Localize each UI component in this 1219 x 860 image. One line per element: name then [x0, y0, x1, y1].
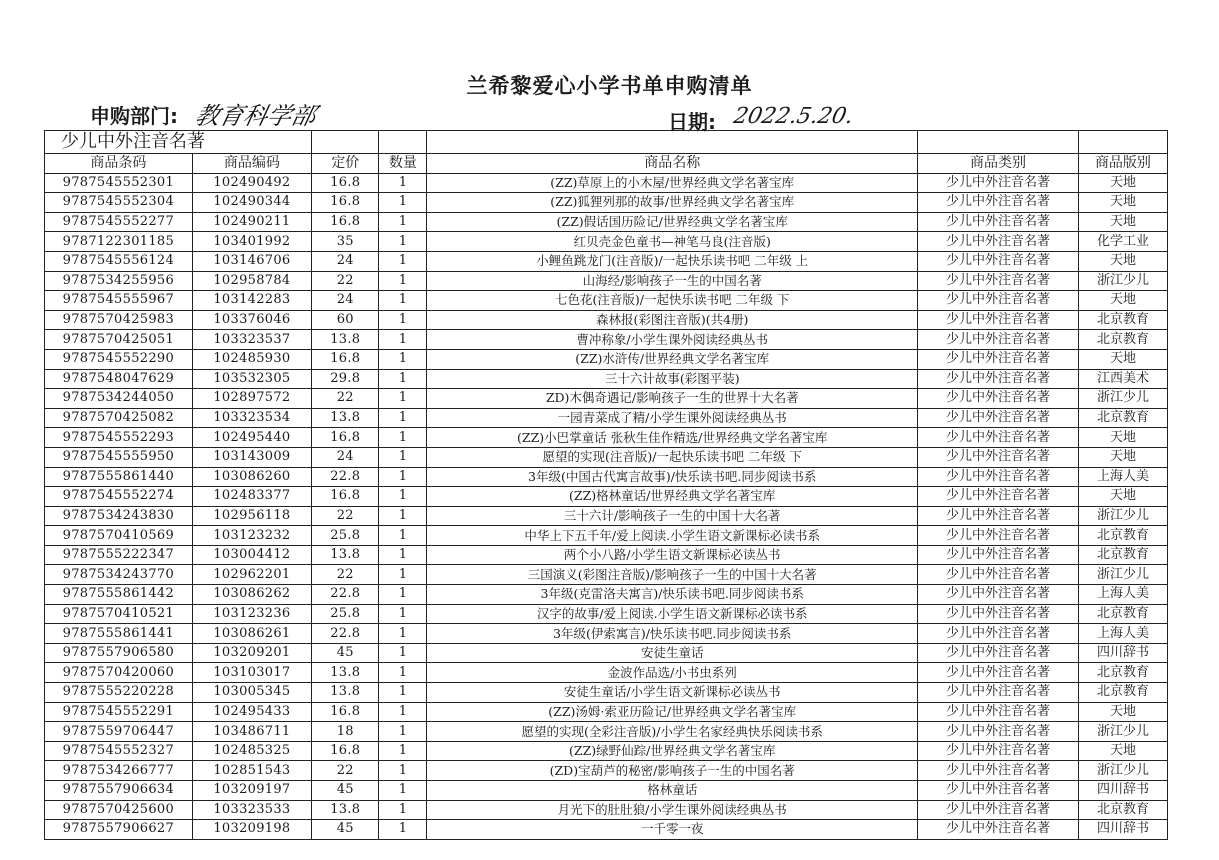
empty-cell — [918, 131, 1079, 154]
cell-barcode: 9787555861442 — [45, 585, 193, 605]
column-header-price: 定价 — [312, 154, 379, 174]
cell-title: 三国演义(彩图注音版)/影响孩子一生的中国十大名著 — [427, 565, 918, 585]
cell-barcode: 9787570410569 — [45, 526, 193, 546]
cell-title: 汉字的故事/爱上阅读.小学生语文新课标必读书系 — [427, 604, 918, 624]
cell-quantity: 1 — [379, 251, 427, 271]
cell-barcode: 9787545552274 — [45, 487, 193, 507]
cell-barcode: 9787534255956 — [45, 271, 193, 291]
cell-quantity: 1 — [379, 545, 427, 565]
cell-category: 少儿中外注音名著 — [918, 193, 1079, 213]
cell-category: 少儿中外注音名著 — [918, 212, 1079, 232]
cell-barcode: 9787570420060 — [45, 663, 193, 683]
cell-item-code: 103086261 — [192, 624, 311, 644]
cell-publisher: 北京教育 — [1078, 545, 1167, 565]
cell-item-code: 102485930 — [192, 349, 311, 369]
cell-item-code: 102851543 — [192, 761, 311, 781]
cell-item-code: 102490344 — [192, 193, 311, 213]
cell-publisher: 天地 — [1078, 702, 1167, 722]
cell-title: 3年级(中国古代寓言故事)/快乐读书吧.同步阅读书系 — [427, 467, 918, 487]
cell-category: 少儿中外注音名著 — [918, 702, 1079, 722]
cell-price: 22 — [312, 389, 379, 409]
cell-quantity: 1 — [379, 349, 427, 369]
cell-quantity: 1 — [379, 800, 427, 820]
date-label: 日期: — [668, 110, 716, 134]
cell-item-code: 103209197 — [192, 781, 311, 801]
cell-barcode: 9787555220228 — [45, 683, 193, 703]
cell-title: (ZZ)狐狸列那的故事/世界经典文学名著宝库 — [427, 193, 918, 213]
cell-quantity: 1 — [379, 447, 427, 467]
cell-category: 少儿中外注音名著 — [918, 781, 1079, 801]
cell-barcode: 9787122301185 — [45, 232, 193, 252]
cell-category: 少儿中外注音名著 — [918, 663, 1079, 683]
cell-category: 少儿中外注音名著 — [918, 624, 1079, 644]
cell-barcode: 9787534243830 — [45, 506, 193, 526]
page-edge — [0, 856, 1219, 860]
table-row — [45, 212, 1168, 232]
cell-price: 16.8 — [312, 349, 379, 369]
cell-title: 3年级(克雷洛夫寓言)/快乐读书吧.同步阅读书系 — [427, 585, 918, 605]
cell-item-code: 102495440 — [192, 428, 311, 448]
cell-item-code: 102490211 — [192, 212, 311, 232]
cell-quantity: 1 — [379, 212, 427, 232]
cell-publisher: 天地 — [1078, 193, 1167, 213]
cell-price: 13.8 — [312, 408, 379, 428]
cell-publisher: 北京教育 — [1078, 330, 1167, 350]
book-list-body — [45, 131, 1168, 840]
table-row — [45, 447, 1168, 467]
cell-category: 少儿中外注音名著 — [918, 741, 1079, 761]
cell-item-code: 103323533 — [192, 800, 311, 820]
cell-barcode: 9787545552277 — [45, 212, 193, 232]
cell-barcode: 9787555861440 — [45, 467, 193, 487]
table-row — [45, 565, 1168, 585]
cell-title: (ZD)宝葫芦的秘密/影响孩子一生的中国名著 — [427, 761, 918, 781]
cell-title: 小鲤鱼跳龙门(注音版)/一起快乐读书吧 二年级 上 — [427, 251, 918, 271]
cell-price: 22.8 — [312, 467, 379, 487]
table-row — [45, 389, 1168, 409]
cell-item-code: 103005345 — [192, 683, 311, 703]
cell-price: 13.8 — [312, 800, 379, 820]
table-row — [45, 741, 1168, 761]
cell-price: 29.8 — [312, 369, 379, 389]
cell-barcode: 9787548047629 — [45, 369, 193, 389]
cell-price: 25.8 — [312, 526, 379, 546]
table-row — [45, 545, 1168, 565]
cell-category: 少儿中外注音名著 — [918, 349, 1079, 369]
cell-price: 13.8 — [312, 683, 379, 703]
cell-barcode: 9787557906580 — [45, 643, 193, 663]
table-row — [45, 820, 1168, 840]
cell-title: (ZZ)草原上的小木屋/世界经典文学名著宝库 — [427, 173, 918, 193]
cell-publisher: 浙江少儿 — [1078, 506, 1167, 526]
cell-publisher: 天地 — [1078, 291, 1167, 311]
cell-category: 少儿中外注音名著 — [918, 761, 1079, 781]
cell-publisher: 天地 — [1078, 251, 1167, 271]
table-row — [45, 624, 1168, 644]
cell-quantity: 1 — [379, 741, 427, 761]
cell-price: 22 — [312, 565, 379, 585]
cell-item-code: 102897572 — [192, 389, 311, 409]
table-row — [45, 310, 1168, 330]
cell-quantity: 1 — [379, 330, 427, 350]
document-title: 兰希黎爱心小学书单申购清单 — [466, 74, 753, 98]
cell-publisher: 天地 — [1078, 173, 1167, 193]
cell-publisher: 浙江少儿 — [1078, 389, 1167, 409]
cell-publisher: 天地 — [1078, 447, 1167, 467]
cell-category: 少儿中外注音名著 — [918, 565, 1079, 585]
cell-title: 3年级(伊索寓言)/快乐读书吧.同步阅读书系 — [427, 624, 918, 644]
table-row — [45, 722, 1168, 742]
book-list-table — [44, 130, 1168, 840]
cell-item-code: 103532305 — [192, 369, 311, 389]
cell-quantity: 1 — [379, 526, 427, 546]
table-row — [45, 251, 1168, 271]
cell-barcode: 9787545552327 — [45, 741, 193, 761]
cell-quantity: 1 — [379, 193, 427, 213]
cell-category: 少儿中外注音名著 — [918, 604, 1079, 624]
cell-category: 少儿中外注音名著 — [918, 428, 1079, 448]
cell-publisher: 江西美术 — [1078, 369, 1167, 389]
cell-publisher: 天地 — [1078, 487, 1167, 507]
cell-category: 少儿中外注音名著 — [918, 585, 1079, 605]
cell-barcode: 9787557906634 — [45, 781, 193, 801]
cell-category: 少儿中外注音名著 — [918, 487, 1079, 507]
cell-category: 少儿中外注音名著 — [918, 643, 1079, 663]
cell-title: 中华上下五千年/爱上阅读.小学生语文新课标必读书系 — [427, 526, 918, 546]
cell-publisher: 北京教育 — [1078, 604, 1167, 624]
cell-category: 少儿中外注音名著 — [918, 467, 1079, 487]
cell-publisher: 四川辞书 — [1078, 781, 1167, 801]
cell-quantity: 1 — [379, 604, 427, 624]
cell-price: 24 — [312, 291, 379, 311]
cell-title: 安徒生童话 — [427, 643, 918, 663]
cell-item-code: 103323534 — [192, 408, 311, 428]
cell-quantity: 1 — [379, 781, 427, 801]
cell-title: 金波作品选/小书虫系列 — [427, 663, 918, 683]
cell-price: 24 — [312, 447, 379, 467]
cell-barcode: 9787570425082 — [45, 408, 193, 428]
cell-price: 22 — [312, 271, 379, 291]
cell-title: (ZZ)汤姆·索亚历险记/世界经典文学名著宝库 — [427, 702, 918, 722]
cell-price: 25.8 — [312, 604, 379, 624]
cell-publisher: 北京教育 — [1078, 800, 1167, 820]
cell-barcode: 9787559706447 — [45, 722, 193, 742]
cell-item-code: 103004412 — [192, 545, 311, 565]
cell-quantity: 1 — [379, 467, 427, 487]
table-row — [45, 781, 1168, 801]
cell-price: 16.8 — [312, 741, 379, 761]
cell-category: 少儿中外注音名著 — [918, 526, 1079, 546]
cell-category: 少儿中外注音名著 — [918, 291, 1079, 311]
cell-price: 35 — [312, 232, 379, 252]
cell-publisher: 浙江少儿 — [1078, 565, 1167, 585]
cell-item-code: 103086260 — [192, 467, 311, 487]
cell-price: 24 — [312, 251, 379, 271]
cell-barcode: 9787570425051 — [45, 330, 193, 350]
column-header-category: 商品类别 — [918, 154, 1079, 174]
cell-price: 22.8 — [312, 585, 379, 605]
table-row — [45, 604, 1168, 624]
cell-barcode: 9787545556124 — [45, 251, 193, 271]
table-row — [45, 761, 1168, 781]
cell-publisher: 天地 — [1078, 349, 1167, 369]
cell-item-code: 103086262 — [192, 585, 311, 605]
cell-item-code: 103401992 — [192, 232, 311, 252]
cell-title: 曹冲称象/小学生课外阅读经典丛书 — [427, 330, 918, 350]
cell-title: (ZZ)绿野仙踪/世界经典文学名著宝库 — [427, 741, 918, 761]
cell-barcode: 9787555222347 — [45, 545, 193, 565]
cell-item-code: 102956118 — [192, 506, 311, 526]
column-header-item-code: 商品编码 — [192, 154, 311, 174]
cell-title: 愿望的实现(全彩注音版)/小学生名家经典快乐阅读书系 — [427, 722, 918, 742]
cell-item-code: 103323537 — [192, 330, 311, 350]
cell-category: 少儿中外注音名著 — [918, 820, 1079, 840]
cell-category: 少儿中外注音名著 — [918, 310, 1079, 330]
cell-category: 少儿中外注音名著 — [918, 447, 1079, 467]
cell-category: 少儿中外注音名著 — [918, 251, 1079, 271]
cell-title: 一千零一夜 — [427, 820, 918, 840]
cell-category: 少儿中外注音名著 — [918, 683, 1079, 703]
cell-publisher: 北京教育 — [1078, 663, 1167, 683]
cell-barcode: 9787555861441 — [45, 624, 193, 644]
cell-quantity: 1 — [379, 702, 427, 722]
cell-title: ZD)木偶奇遇记/影响孩子一生的世界十大名著 — [427, 389, 918, 409]
date-handwritten-value: 2022.5.20. — [731, 104, 856, 129]
cell-title: (ZZ)小巴掌童话 张秋生佳作精选/世界经典文学名著宝库 — [427, 428, 918, 448]
cell-title: 山海经/影响孩子一生的中国名著 — [427, 271, 918, 291]
cell-category: 少儿中外注音名著 — [918, 271, 1079, 291]
cell-barcode: 9787570410521 — [45, 604, 193, 624]
cell-publisher: 四川辞书 — [1078, 643, 1167, 663]
cell-barcode: 9787534244050 — [45, 389, 193, 409]
cell-publisher: 北京教育 — [1078, 683, 1167, 703]
cell-publisher: 北京教育 — [1078, 526, 1167, 546]
category-row — [45, 131, 1168, 154]
cell-quantity: 1 — [379, 389, 427, 409]
cell-quantity: 1 — [379, 487, 427, 507]
cell-price: 22.8 — [312, 624, 379, 644]
cell-title: 一园青菜成了精/小学生课外阅读经典丛书 — [427, 408, 918, 428]
cell-quantity: 1 — [379, 506, 427, 526]
cell-quantity: 1 — [379, 173, 427, 193]
cell-item-code: 102490492 — [192, 173, 311, 193]
table-row — [45, 330, 1168, 350]
empty-cell — [312, 131, 379, 154]
cell-barcode: 9787545552290 — [45, 349, 193, 369]
cell-item-code: 102483377 — [192, 487, 311, 507]
cell-item-code: 103142283 — [192, 291, 311, 311]
cell-price: 13.8 — [312, 663, 379, 683]
column-header-quantity: 数量 — [379, 154, 427, 174]
cell-item-code: 102962201 — [192, 565, 311, 585]
cell-quantity: 1 — [379, 408, 427, 428]
cell-price: 16.8 — [312, 193, 379, 213]
empty-cell — [1078, 131, 1167, 154]
cell-quantity: 1 — [379, 428, 427, 448]
cell-category: 少儿中外注音名著 — [918, 800, 1079, 820]
table-row — [45, 526, 1168, 546]
cell-quantity: 1 — [379, 624, 427, 644]
cell-item-code: 103209198 — [192, 820, 311, 840]
cell-price: 16.8 — [312, 487, 379, 507]
cell-title: 红贝壳金色童书—神笔马良(注音版) — [427, 232, 918, 252]
cell-barcode: 9787545552293 — [45, 428, 193, 448]
cell-title: 安徒生童话/小学生语文新课标必读丛书 — [427, 683, 918, 703]
table-row — [45, 506, 1168, 526]
table-row — [45, 487, 1168, 507]
cell-barcode: 9787534243770 — [45, 565, 193, 585]
cell-publisher: 化学工业 — [1078, 232, 1167, 252]
table-row — [45, 428, 1168, 448]
cell-quantity: 1 — [379, 271, 427, 291]
cell-publisher: 浙江少儿 — [1078, 761, 1167, 781]
cell-price: 16.8 — [312, 212, 379, 232]
cell-barcode: 9787545555950 — [45, 447, 193, 467]
table-row — [45, 349, 1168, 369]
cell-title: 三十六计故事(彩图平装) — [427, 369, 918, 389]
empty-cell — [427, 131, 918, 154]
cell-publisher: 上海人美 — [1078, 585, 1167, 605]
cell-price: 13.8 — [312, 330, 379, 350]
cell-price: 16.8 — [312, 702, 379, 722]
cell-barcode: 9787545552291 — [45, 702, 193, 722]
table-row — [45, 683, 1168, 703]
cell-price: 45 — [312, 643, 379, 663]
table-row — [45, 193, 1168, 213]
cell-item-code: 103123236 — [192, 604, 311, 624]
cell-price: 45 — [312, 820, 379, 840]
cell-publisher: 浙江少儿 — [1078, 722, 1167, 742]
cell-item-code: 102495433 — [192, 702, 311, 722]
cell-publisher: 天地 — [1078, 741, 1167, 761]
cell-price: 22 — [312, 761, 379, 781]
cell-title: (ZZ)假话国历险记/世界经典文学名著宝库 — [427, 212, 918, 232]
cell-category: 少儿中外注音名著 — [918, 232, 1079, 252]
cell-title: (ZZ)水浒传/世界经典文学名著宝库 — [427, 349, 918, 369]
cell-quantity: 1 — [379, 291, 427, 311]
cell-quantity: 1 — [379, 232, 427, 252]
cell-quantity: 1 — [379, 585, 427, 605]
cell-category: 少儿中外注音名著 — [918, 722, 1079, 742]
table-row — [45, 663, 1168, 683]
cell-category: 少儿中外注音名著 — [918, 173, 1079, 193]
cell-publisher: 天地 — [1078, 212, 1167, 232]
cell-barcode: 9787534266777 — [45, 761, 193, 781]
cell-quantity: 1 — [379, 310, 427, 330]
table-row — [45, 408, 1168, 428]
table-row — [45, 702, 1168, 722]
table-row — [45, 291, 1168, 311]
cell-publisher: 四川辞书 — [1078, 820, 1167, 840]
cell-price: 16.8 — [312, 173, 379, 193]
cell-barcode: 9787545555967 — [45, 291, 193, 311]
cell-title: 格林童话 — [427, 781, 918, 801]
cell-category: 少儿中外注音名著 — [918, 330, 1079, 350]
cell-publisher: 上海人美 — [1078, 467, 1167, 487]
cell-quantity: 1 — [379, 369, 427, 389]
cell-publisher: 浙江少儿 — [1078, 271, 1167, 291]
table-row — [45, 369, 1168, 389]
cell-item-code: 103123232 — [192, 526, 311, 546]
column-header-title: 商品名称 — [427, 154, 918, 174]
cell-barcode: 9787570425983 — [45, 310, 193, 330]
cell-category: 少儿中外注音名著 — [918, 506, 1079, 526]
cell-barcode: 9787545552301 — [45, 173, 193, 193]
cell-barcode: 9787557906627 — [45, 820, 193, 840]
table-row — [45, 800, 1168, 820]
cell-quantity: 1 — [379, 722, 427, 742]
cell-barcode: 9787570425600 — [45, 800, 193, 820]
cell-item-code: 103209201 — [192, 643, 311, 663]
cell-quantity: 1 — [379, 820, 427, 840]
cell-category: 少儿中外注音名著 — [918, 408, 1079, 428]
cell-category: 少儿中外注音名著 — [918, 369, 1079, 389]
empty-cell — [379, 131, 427, 154]
table-row — [45, 271, 1168, 291]
cell-publisher: 上海人美 — [1078, 624, 1167, 644]
column-header-publisher: 商品版别 — [1078, 154, 1167, 174]
cell-quantity: 1 — [379, 683, 427, 703]
cell-category: 少儿中外注音名著 — [918, 545, 1079, 565]
cell-price: 60 — [312, 310, 379, 330]
cell-title: 月光下的肚肚狼/小学生课外阅读经典丛书 — [427, 800, 918, 820]
cell-publisher: 北京教育 — [1078, 408, 1167, 428]
cell-title: 七色花(注音版)/一起快乐读书吧 二年级 下 — [427, 291, 918, 311]
cell-category: 少儿中外注音名著 — [918, 389, 1079, 409]
cell-quantity: 1 — [379, 643, 427, 663]
cell-barcode: 9787545552304 — [45, 193, 193, 213]
table-row — [45, 585, 1168, 605]
cell-title: 森林报(彩图注音版)(共4册) — [427, 310, 918, 330]
cell-price: 45 — [312, 781, 379, 801]
cell-item-code: 102485325 — [192, 741, 311, 761]
cell-item-code: 103146706 — [192, 251, 311, 271]
cell-price: 13.8 — [312, 545, 379, 565]
table-row — [45, 173, 1168, 193]
cell-quantity: 1 — [379, 565, 427, 585]
table-row — [45, 467, 1168, 487]
cell-price: 18 — [312, 722, 379, 742]
cell-title: 愿望的实现(注音版)/一起快乐读书吧 二年级 下 — [427, 447, 918, 467]
table-row — [45, 232, 1168, 252]
column-header-row — [45, 154, 1168, 174]
category-heading: 少儿中外注音名著 — [45, 131, 312, 154]
cell-quantity: 1 — [379, 761, 427, 781]
department-label: 申购部门: — [90, 104, 178, 128]
cell-item-code: 103376046 — [192, 310, 311, 330]
cell-item-code: 103103017 — [192, 663, 311, 683]
cell-publisher: 北京教育 — [1078, 310, 1167, 330]
table-row — [45, 643, 1168, 663]
cell-item-code: 102958784 — [192, 271, 311, 291]
cell-title: 两个小八路/小学生语文新课标必读丛书 — [427, 545, 918, 565]
cell-price: 16.8 — [312, 428, 379, 448]
department-handwritten-value: 教育科学部 — [192, 102, 319, 130]
cell-quantity: 1 — [379, 663, 427, 683]
column-header-barcode: 商品条码 — [45, 154, 193, 174]
cell-title: (ZZ)格林童话/世界经典文学名著宝库 — [427, 487, 918, 507]
cell-publisher: 天地 — [1078, 428, 1167, 448]
cell-price: 22 — [312, 506, 379, 526]
cell-title: 三十六计/影响孩子一生的中国十大名著 — [427, 506, 918, 526]
cell-item-code: 103143009 — [192, 447, 311, 467]
cell-item-code: 103486711 — [192, 722, 311, 742]
